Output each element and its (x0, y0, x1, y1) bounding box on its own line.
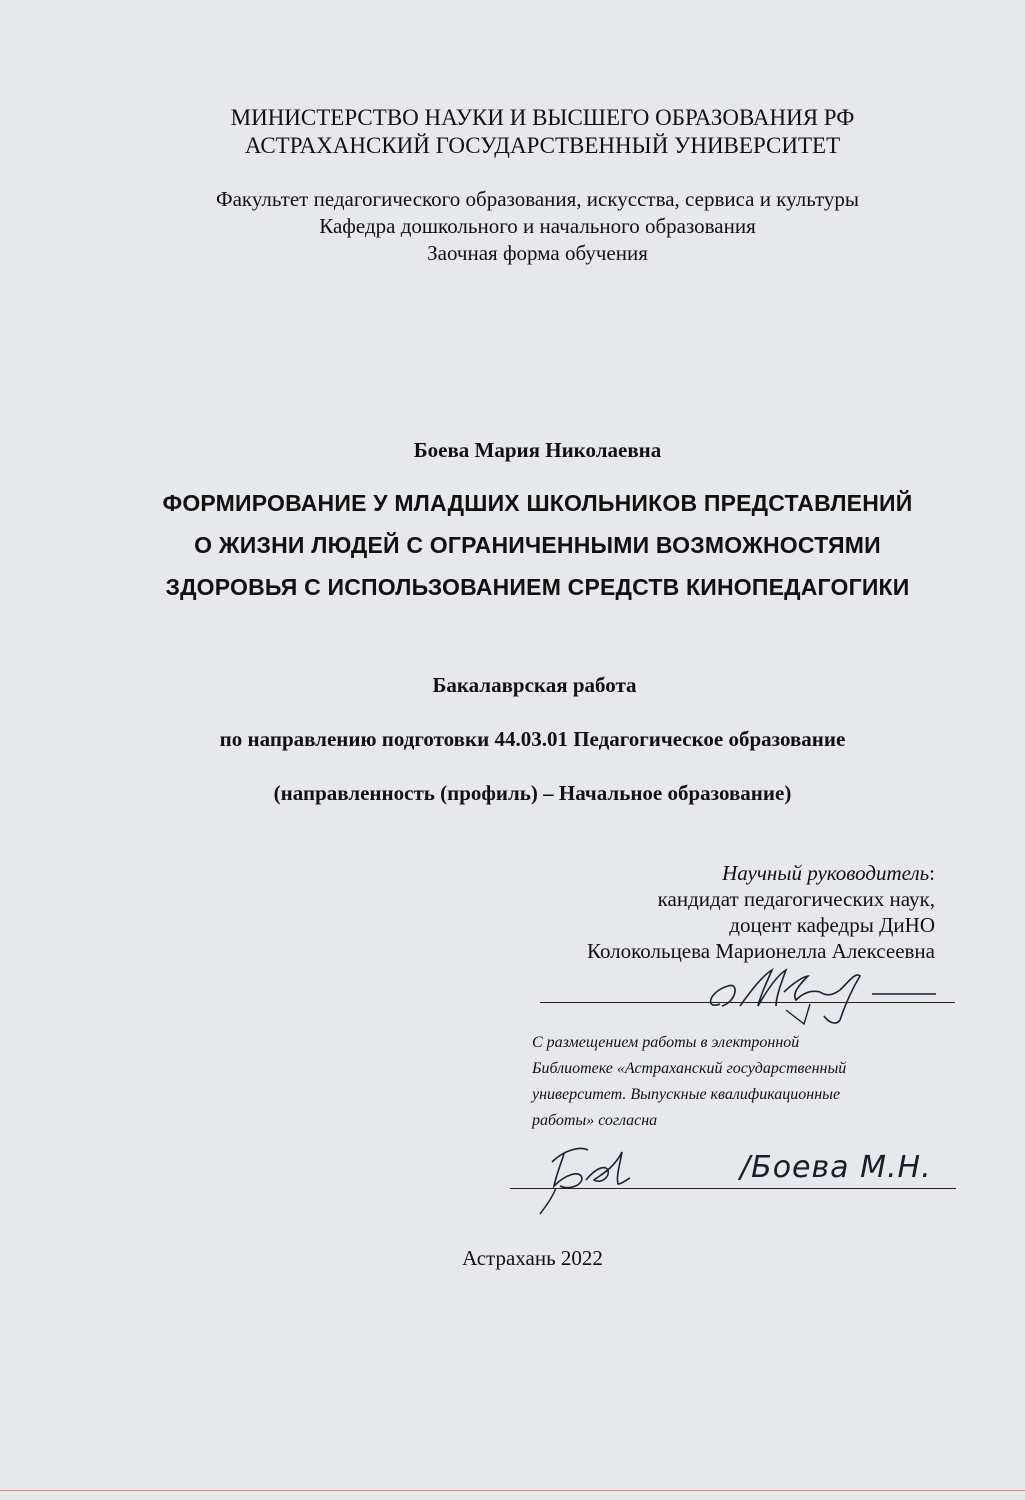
student-signature-name: /Боева М.Н. (740, 1150, 932, 1185)
work-type: Бакалаврская работа (432, 673, 637, 697)
training-direction: по направлению подготовки 44.03.01 Педагогическое образование (219, 727, 846, 751)
student-signature (530, 1140, 730, 1220)
supervisor-role-colon: : (929, 861, 935, 885)
supervisor-name: Колокольцева Марионелла Алексеевна (586, 939, 935, 963)
ministry-header (30, 104, 1025, 160)
faculty-block (25, 186, 1025, 267)
thesis-title-line-3: ЗДОРОВЬЯ С ИСПОЛЬЗОВАНИЕМ СРЕДСТВ КИНОПЕДАГОГИКИ (165, 574, 910, 600)
student-signature-line (510, 1188, 956, 1189)
city-year: Астрахань 2022 (462, 1246, 603, 1270)
thesis-title-line-1: ФОРМИРОВАНИЕ У МЛАДШИХ ШКОЛЬНИКОВ ПРЕДСТАВЛЕНИЙ (162, 490, 913, 516)
training-profile: (направленность (профиль) – Начальное образование) (273, 781, 792, 805)
university-name: АСТРАХАНСКИЙ ГОСУДАРСТВЕННЫЙ УНИВЕРСИТЕТ (244, 133, 841, 158)
supervisor-signature-line (540, 1002, 955, 1003)
supervisor-degree: кандидат педагогических наук, (657, 887, 935, 911)
supervisor-signature (700, 962, 960, 1032)
supervisor-block (587, 860, 935, 964)
ministry-name: МИНИСТЕРСТВО НАУКИ И ВЫСШЕГО ОБРАЗОВАНИЯ РФ (230, 105, 855, 130)
consent-line-4: работы» согласна (532, 1112, 658, 1129)
faculty-name: Факультет педагогического образования, искусства, сервиса и культуры (216, 187, 859, 211)
thesis-title-line-2: О ЖИЗНИ ЛЮДЕЙ С ОГРАНИЧЕННЫМИ ВОЗМОЖНОСТЯМИ (194, 532, 881, 558)
department-name: Кафедра дошкольного и начального образования (319, 214, 756, 238)
supervisor-position: доцент кафедры ДиНО (729, 913, 935, 937)
consent-line-3: университет. Выпускные квалификационные (532, 1086, 841, 1103)
author-name: Боева Мария Николаевна (413, 438, 662, 462)
supervisor-role: Научный руководитель (722, 861, 930, 885)
consent-line-1: С размещением работы в электронной (532, 1034, 800, 1051)
library-consent (532, 1030, 952, 1134)
thesis-title (25, 482, 1025, 608)
consent-line-2: Библиотеке «Астраханский государственный (532, 1060, 847, 1077)
study-form: Заочная форма обучения (427, 241, 648, 265)
scan-edge-line (0, 1490, 1025, 1491)
